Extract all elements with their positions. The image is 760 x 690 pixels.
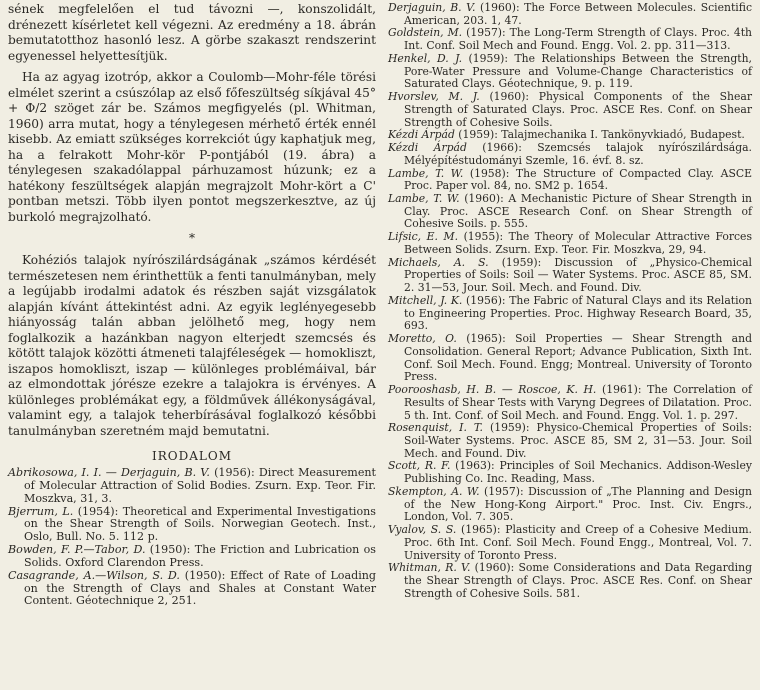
right-column: [388, 2, 752, 601]
body-paragraph: Ha az agyag izotróp, akkor a Coulomb—Mohr-féle törési elmélet szerint a csúszólap az első főfeszültség síkjával 45° + Φ/2 szöget zár be. Számos megfigyelés (pl. Whitman, 1960) arra mutat, hogy a ténylegesen mérhető érték ennél kisebb. Az emiatt szükséges korrekciót úgy kaphatjuk meg, ha a felrakott Mohr-kör P-pontjából (19. ábra) a ténylegesen szakadólappal párhuzamost húzunk; ez a hatékony feszültségek alapján megrajzolt Mohr-kört a C' pontban metszi. Több ilyen pontot megszerkesztve, az új burkoló megrajzolható.: [8, 70, 376, 224]
reference-text: (1963): Principles of Soil Mechanics. Addison-Wesley Publishing Co. Inc. Reading, Mass.: [404, 459, 752, 486]
reference-text: (1954): Theoretical and Experimental Investigations on the Shear Strength of Soils. Norwegian Geotech. Inst., Oslo, Bull. No. 5. 112 p.: [24, 504, 376, 544]
body-paragraph: Kohéziós talajok nyírószilárdságának „számos kérdését természetesen nem érinthettük a fenti tanulmányban, mely a legújabb irodalmi adatok és részben saját vizsgálatok alapján kívánt áttekintést adni. Az egyik leglényegesebb hiányosság talán abban jelölhető meg, hogy nem foglalkozik a hazánkban nagyon elterjedt szemcsés és kötött talajok közötti átmeneti talajféleségek — homokliszt, iszapos homokliszt, iszap — különleges problémáival, bár az elmondottak jórésze ezekre a talajokra is érvényes. A különleges problémákat egy, a földművek állékonyságával, valamint egy, a talajok teherbírásával foglalkozó későbbi tanulmányban szeretném majd bemutatni.: [8, 253, 376, 438]
reference-author: Bjerrum, L.: [8, 504, 74, 518]
reference-text: (1960): The Force Between Molecules. Scientific American, 203. 1, 47.: [404, 1, 752, 27]
reference-entry: [388, 168, 752, 193]
reference-entry: [388, 486, 752, 524]
reference-entry: [8, 467, 376, 506]
reference-entry: [388, 384, 752, 422]
reference-entry: [8, 506, 376, 545]
reference-author: Goldstein, M.: [388, 26, 463, 40]
reference-entry: [8, 570, 376, 609]
reference-author: Skempton, A. W.: [388, 484, 480, 498]
reference-text: (1965): Plasticity and Creep of a Cohesive Medium. Proc. 6th Int. Conf. Soil Mech. Found Engg., Montreal, Vol. 7. University of Toronto Press.: [404, 523, 752, 562]
references-heading: IRODALOM: [152, 449, 232, 463]
reference-author: Henkel, D. J.: [388, 51, 463, 65]
reference-author: Michaels, A. S.: [388, 255, 489, 269]
section-separator: *: [189, 231, 195, 245]
reference-text: (1959): Physico-Chemical Properties of Soils: Soil-Water Systems. Proc. ASCE 85, SM 2, 31—53. Jour. Soil Mech. and Found. Div.: [404, 421, 752, 460]
reference-entry: [388, 53, 752, 91]
reference-text: (1956): Direct Measurement of Molecular Attraction of Solid Bodies. Zsurn. Exp. Teor. Fir. Moszkva, 31, 3.: [24, 466, 376, 505]
reference-author: Whitman, R. V.: [388, 561, 471, 575]
reference-text: (1955): The Theory of Molecular Attractive Forces Between Solids. Zsurn. Exp. Teor. Fir. Moszkva, 29, 94.: [404, 230, 752, 256]
body-paragraph: sének megfelelően el tud távozni —, konszolidált, drénezett kísérletet kell végezni. Az eredmény a 18. ábrán bemutatotthoz hasonló lesz. A görbe szakaszt rendszerint egyenessel helyettesítjük.: [8, 2, 376, 63]
reference-entry: [388, 142, 752, 167]
reference-entry: [388, 422, 752, 460]
reference-author: Moretto, O.: [388, 332, 457, 346]
reference-author: Hvorslev, M. J.: [388, 90, 480, 104]
reference-text: (1957): The Long-Term Strength of Clays. Proc. 4th Int. Conf. Soil Mech and Found. Engg. Vol. 2. pp. 311—313.: [404, 26, 752, 53]
reference-entry: [388, 2, 752, 27]
reference-author: Poorooshasb, H. B. — Roscoe, K. H.: [388, 383, 597, 397]
reference-entry: [388, 91, 752, 129]
reference-text: (1956): The Fabric of Natural Clays and its Relation to Engineering Properties. Proc. Highway Research Board, 35, 693.: [404, 293, 753, 333]
reference-entry: [8, 544, 376, 570]
reference-text: (1965): Soil Properties — Shear Strength and Consolidation. General Report; Advance Publication, Sixth Int. Conf. Soil Mech. Found. Engg; Montreal. University of Toronto Press.: [404, 332, 752, 384]
reference-entry: [388, 257, 752, 295]
reference-author: Lambe, T. W.: [388, 166, 464, 180]
reference-text: (1959): The Relationships Between the Strength, Pore-Water Pressure and Volume-Change Characteristics of Saturated Clays. Géotechnique, 9. p. 119.: [404, 51, 752, 91]
reference-entry: [388, 524, 752, 562]
reference-author: Derjaguin, B. V.: [388, 1, 476, 14]
reference-author: Kézdi Árpád: [388, 141, 467, 155]
reference-author: Bowden, F. P.—Tabor, D.: [8, 543, 146, 557]
reference-text: (1966): Szemcsés talajok nyírószilárdsága. Mélyépítéstudományi Szemle, 16. évf. 8. sz.: [404, 141, 752, 167]
reference-entry: [388, 193, 752, 231]
reference-text: (1961): The Correlation of Results of Shear Tests with Varyng Degrees of Dilatation. Proc. 5 th. Int. Conf. of Soil Mech. and Found. Engg. Vol. 1. p. 297.: [404, 383, 753, 422]
reference-entry: [388, 27, 752, 52]
reference-text: (1959): Talajmechanika I. Tankönyvkiadó, Budapest.: [454, 128, 745, 142]
reference-author: Lambe, T. W.: [388, 192, 460, 206]
reference-text: (1960): A Mechanistic Picture of Shear Strength in Clay. Proc. ASCE Research Conf. on Shear Strength of Cohesive Soils. p. 555.: [404, 192, 752, 231]
reference-author: Mitchell, J. K.: [388, 293, 463, 307]
reference-text: (1957): Discussion of „The Planning and Design of the New Hong-Kong Airport." Proc. Inst. Civ. Engrs., London, Vol. 7. 305.: [404, 484, 752, 524]
reference-author: Vyalov, S. S.: [388, 523, 457, 537]
reference-entry: [388, 460, 752, 485]
reference-list-left: [8, 467, 376, 608]
reference-text: (1960): Some Considerations and Data Regarding the Shear Strength of Clays. Proc. ASCE Res. Conf. on Shear Strength of Cohesive Soils. 581.: [404, 561, 753, 600]
reference-text: (1958): The Structure of Compacted Clay. ASCE Proc. Paper vol. 84, no. SM2 p. 1654.: [404, 166, 752, 193]
reference-text: (1959): Discussion of „Physico-Chemical Properties of Soils: Soil — Water Systems. Proc. ASCE 85, SM. 2. 31—53, Jour. Soil. Mech. and Found. Div.: [404, 255, 752, 295]
reference-entry: [388, 295, 752, 333]
reference-text: (1950): Effect of Rate of Loading on the Strength of Clays and Shales at Constant Water Content. Géotechnique 2, 251.: [24, 568, 376, 608]
reference-author: Lifsic, E. M.: [388, 230, 459, 244]
reference-list-right: [388, 2, 752, 601]
reference-entry: [388, 562, 752, 600]
reference-entry: [388, 231, 752, 256]
reference-entry: [388, 333, 752, 384]
reference-author: Scott, R. F.: [388, 459, 451, 473]
left-column: [8, 2, 376, 608]
reference-text: (1960): Physical Components of the Shear Strength of Saturated Clays. Proc. ASCE Res. Conf. on Shear Strength of Cohesive Soils.: [404, 90, 753, 129]
reference-author: Casagrande, A.—Wilson, S. D.: [8, 568, 180, 582]
reference-text: (1950): The Friction and Lubrication os Solids. Oxford Clarendon Press.: [24, 543, 376, 569]
reference-author: Abrikosowa, I. I. — Derjaguin, B. V.: [8, 466, 210, 479]
reference-author: Rosenquist, I. T.: [388, 421, 483, 435]
reference-author: Kézdi Árpád: [388, 128, 455, 142]
